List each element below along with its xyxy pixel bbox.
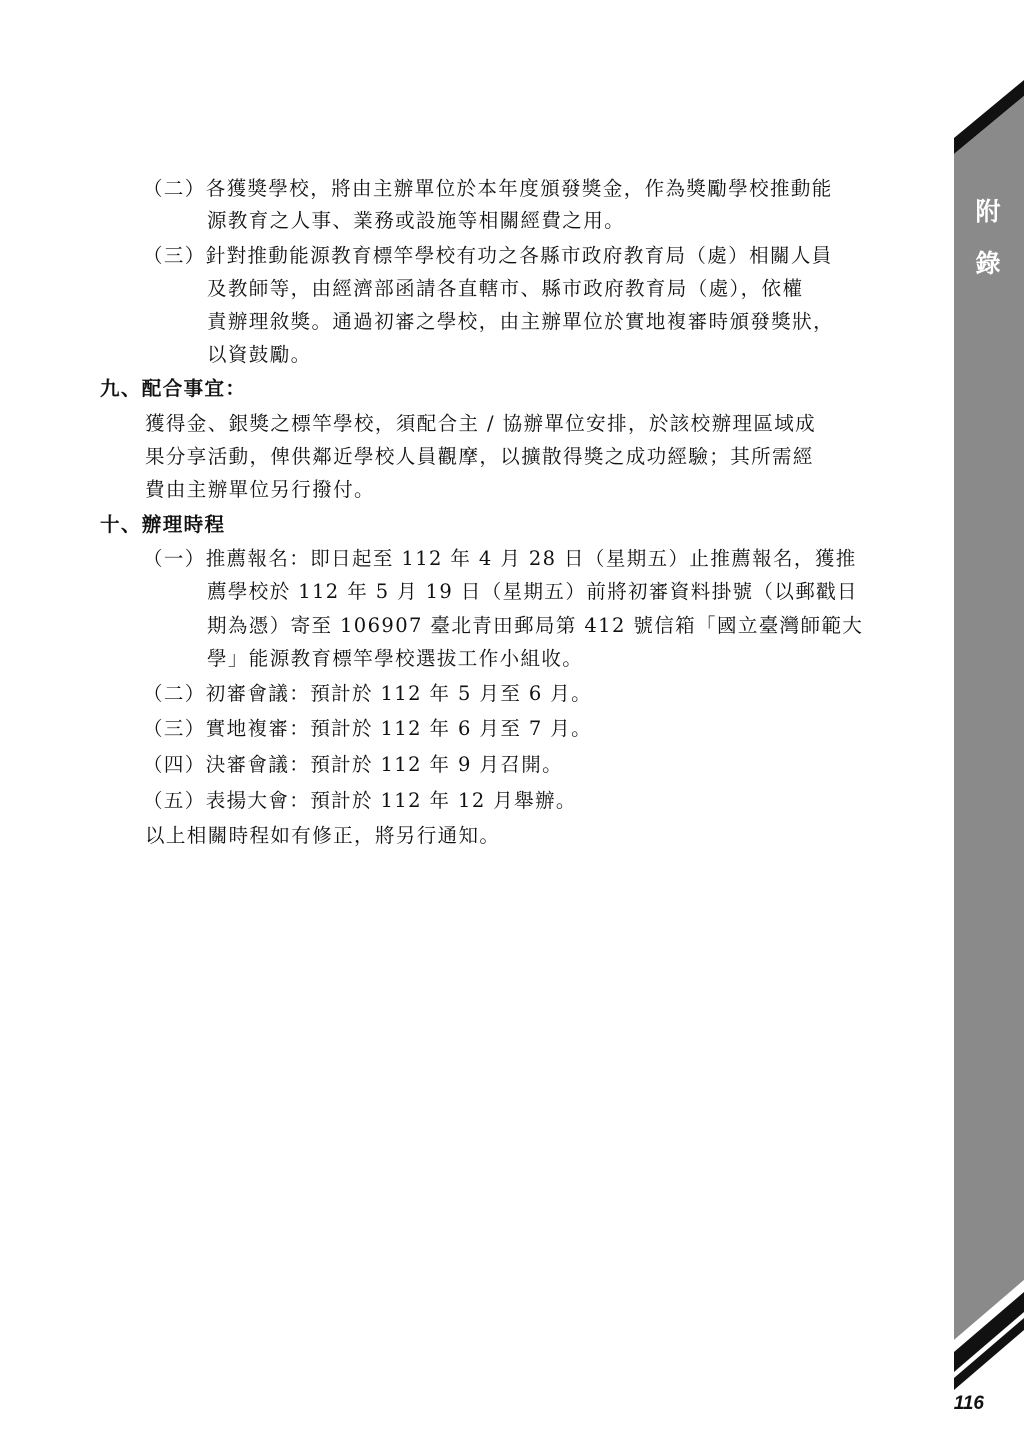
section-10-note: 以上相關時程如有修正，將另行通知。 — [145, 824, 501, 847]
section-10-item-1-line-3: 期為憑）寄至 106907 臺北青田郵局第 412 號信箱「國立臺灣師範大 — [207, 614, 864, 637]
appendix-tab-label: 附錄 — [975, 197, 1001, 278]
section-9-line-3: 費由主辦單位另行撥付。 — [145, 478, 375, 501]
section-10-item-5: （五）表揚大會：預計於 112 年 12 月舉辦。 — [143, 789, 577, 812]
item-3-line-3: 責辦理敘獎。通過初審之學校，由主辦單位於實地複審時頒發獎狀， — [207, 310, 835, 333]
item-3-line-2: 及教師等，由經濟部函請各直轄市、縣市政府教育局（處），依權 — [207, 277, 804, 300]
section-9-heading: 九、配合事宜： — [100, 377, 247, 400]
item-3-line-1: （三）針對推動能源教育標竿學校有功之各縣市政府教育局（處）相關人員 — [143, 244, 833, 267]
section-10-item-1-line-4: 學」能源教育標竿學校選拔工作小組收。 — [207, 647, 584, 670]
section-10-heading: 十、辦理時程 — [100, 513, 226, 536]
section-10-item-4: （四）決審會議：預計於 112 年 9 月召開。 — [143, 753, 564, 776]
section-9-line-1: 獲得金、銀獎之標竿學校，須配合主 / 協辦單位安排，於該校辦理區域成 — [145, 412, 817, 435]
section-10-item-1-line-2: 薦學校於 112 年 5 月 19 日（星期五）前將初審資料掛號（以郵戳日 — [207, 580, 858, 603]
item-2-line-2: 源教育之人事、業務或設施等相關經費之用。 — [207, 209, 626, 232]
page-number: 116 — [953, 1393, 984, 1414]
section-10-item-2: （二）初審會議：預計於 112 年 5 月至 6 月。 — [143, 682, 593, 705]
item-3-line-4: 以資鼓勵。 — [207, 343, 312, 366]
item-2-line-1: （二）各獲獎學校，將由主辦單位於本年度頒發獎金，作為獎勵學校推動能 — [143, 177, 833, 200]
section-10-item-1-line-1: （一）推薦報名：即日起至 112 年 4 月 28 日（星期五）止推薦報名，獲推 — [143, 547, 857, 570]
section-9-line-2: 果分享活動，俾供鄰近學校人員觀摩，以擴散得獎之成功經驗；其所需經 — [145, 445, 814, 468]
section-10-item-3: （三）實地複審：預計於 112 年 6 月至 7 月。 — [143, 717, 593, 740]
